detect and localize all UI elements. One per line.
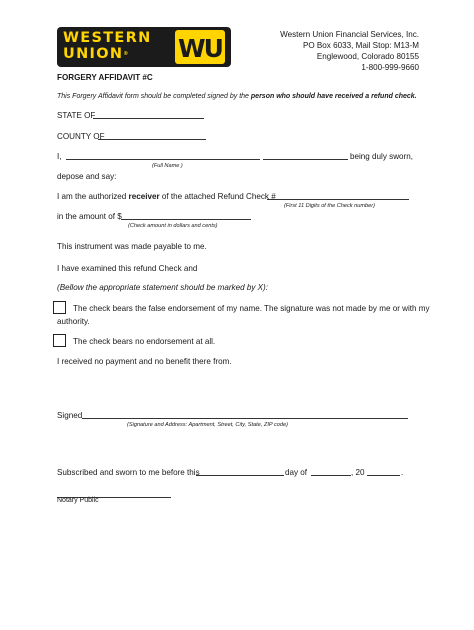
false-endorsement-checkbox[interactable] [53, 301, 66, 314]
subscribed-year-field[interactable] [367, 475, 400, 476]
receiver-statement [57, 192, 276, 202]
full-name-field[interactable] [66, 159, 260, 160]
form-intro [57, 92, 417, 101]
depose-label: depose and say: [57, 172, 117, 181]
amount-field[interactable] [121, 219, 251, 220]
mark-instruction: (Bellow the appropriate statement should be marked by X): [57, 283, 268, 292]
company-address [280, 29, 419, 73]
sworn-label: being duly sworn, [350, 152, 413, 161]
year-prefix: , 20 [351, 468, 365, 477]
receiver-text-1: I am the authorized [57, 192, 129, 201]
company-phone: 1-800-999-9660 [361, 63, 419, 72]
option-false-endorsement-cont: authority. [57, 317, 90, 326]
form-title: FORGERY AFFIDAVIT #C [57, 73, 153, 82]
receiver-text-2: of the attached Refund Check # [159, 192, 276, 201]
amount-note: (Check amount in dollars and cents) [128, 223, 218, 229]
no-endorsement-checkbox[interactable] [53, 334, 66, 347]
logo-word-union: UNION [63, 46, 124, 62]
signature-note: (Signature and Address: Apartment, Street, City, State, ZIP code) [127, 422, 288, 428]
year-suffix: . [401, 468, 404, 477]
amount-label: in the amount of $ [57, 212, 122, 221]
check-digits-note: (First 11 Digits of the Check number) [284, 203, 375, 209]
western-union-logo [57, 27, 231, 67]
subscribed-day-field[interactable] [196, 475, 284, 476]
full-name-note: (Full Name ) [152, 163, 183, 169]
receiver-bold: receiver [128, 192, 160, 201]
form-intro-bold: person who should have received a refund check. [250, 93, 417, 100]
form-intro-text: This Forgery Affidavit form should be completed signed by the [57, 93, 251, 100]
state-label: STATE OF [57, 111, 96, 120]
company-name: Western Union Financial Services, Inc. [280, 30, 419, 39]
state-field[interactable] [93, 118, 204, 119]
payable-statement: This instrument was made payable to me. [57, 242, 207, 251]
option-no-endorsement: The check bears no endorsement at all. [73, 337, 216, 346]
wu-mark-icon [175, 30, 225, 64]
no-payment-statement: I received no payment and no benefit there from. [57, 357, 232, 366]
county-label: COUNTY OF [57, 132, 105, 141]
option-false-endorsement: The check bears the false endorsement of my name. The signature was not made by me or with my [73, 304, 430, 313]
examined-statement: I have examined this refund Check and [57, 264, 198, 273]
signed-label: Signed [57, 411, 83, 420]
notary-label: Notary Public [57, 497, 99, 504]
logo-wordmark [63, 30, 152, 62]
subscribed-label: Subscribed and sworn to me before this [57, 468, 200, 477]
check-number-field[interactable] [267, 199, 409, 200]
day-of-label: day of [285, 468, 308, 477]
i-label: I, [57, 152, 62, 161]
logo-word-western: WESTERN [63, 30, 152, 46]
registered-mark: ® [123, 51, 129, 57]
wu-mark-text: WU [178, 34, 222, 63]
company-address-line2: Englewood, Colorado 80155 [316, 52, 419, 61]
subscribed-month-field[interactable] [311, 475, 351, 476]
company-address-line1: PO Box 6033, Mail Stop: M13-M [302, 41, 419, 50]
signature-field[interactable] [82, 418, 408, 419]
full-name-field-2[interactable] [263, 159, 348, 160]
county-field[interactable] [98, 139, 206, 140]
